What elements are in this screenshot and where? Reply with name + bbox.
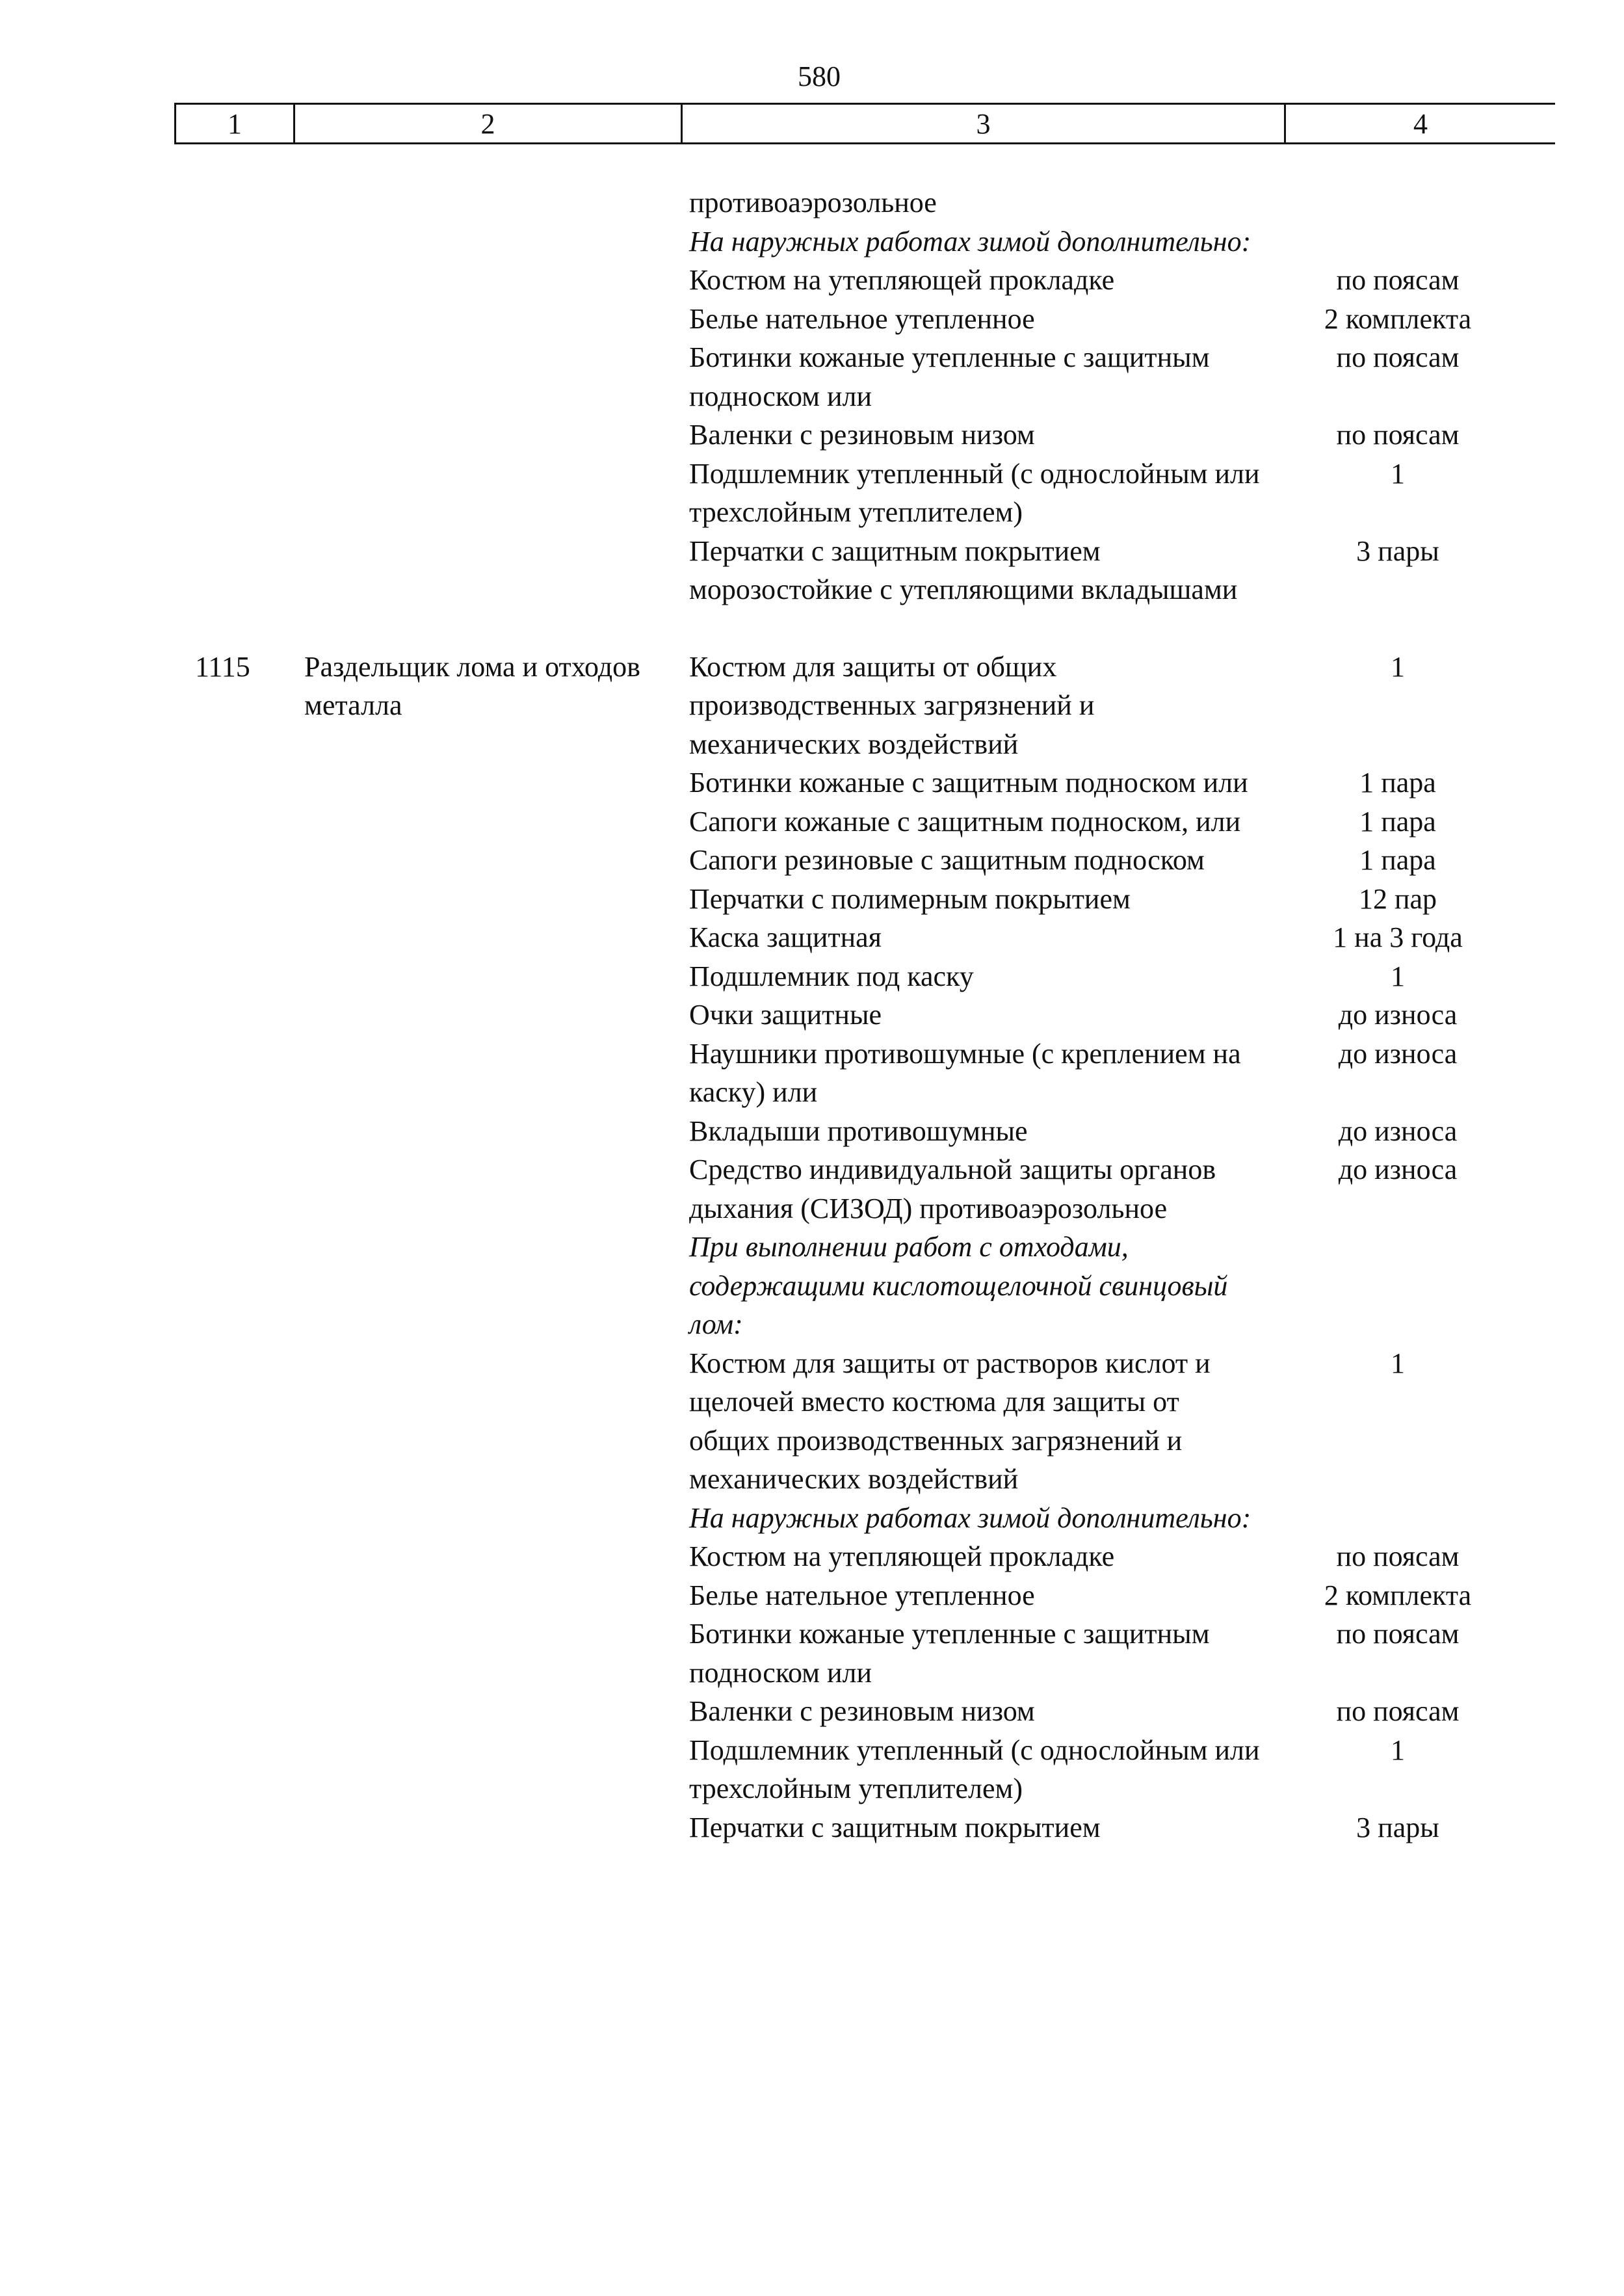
item-quantity: по поясам (1336, 1540, 1460, 1572)
table-row (0, 455, 1624, 532)
item-quantity: 12 пар (1358, 882, 1437, 915)
table-row (0, 996, 1624, 1035)
continuation-section (0, 183, 1624, 609)
item-name: Валенки с резиновым низом (689, 1695, 1035, 1727)
table-row (0, 1228, 1624, 1344)
item-quantity: по поясам (1336, 341, 1460, 373)
item-name: Костюм для защиты от общих производственных загрязнений и механических воздействий (689, 650, 1095, 760)
table-row (0, 222, 1624, 261)
entry-items (0, 648, 1624, 1847)
entry-1115 (0, 648, 1624, 1847)
item-name: Костюм на утепляющей прокладке (689, 264, 1115, 296)
table-row (0, 338, 1624, 416)
item-quantity: по поясам (1336, 264, 1460, 296)
table-row (0, 918, 1624, 957)
item-quantity: 1 (1391, 1347, 1405, 1379)
item-quantity: до износа (1338, 1115, 1458, 1147)
section-gap (0, 609, 1624, 648)
item-name: Перчатки с защитным покрытием морозостойкие с утепляющими вкладышами (689, 534, 1238, 605)
item-name: Наушники противошумные (с креплением на каску) или (689, 1037, 1241, 1108)
table-row (0, 300, 1624, 339)
column-header-3: 3 (682, 104, 1285, 144)
table-row (0, 183, 1624, 222)
table-row (0, 1615, 1624, 1692)
table-row (0, 957, 1624, 996)
item-name: Перчатки с полимерным покрытием (689, 882, 1131, 915)
item-quantity: до износа (1338, 1154, 1458, 1185)
item-name: Перчатки с защитным покрытием (689, 1811, 1101, 1843)
table-row (0, 532, 1624, 609)
table-row (0, 1499, 1624, 1538)
table-row (0, 1150, 1624, 1228)
item-quantity: 3 пары (1356, 1811, 1439, 1843)
item-name: Подшлемник утепленный (с однослойным или трехслойным утеплителем) (689, 457, 1260, 528)
table-row (0, 1344, 1624, 1499)
table-row (0, 880, 1624, 919)
item-quantity: 1 пара (1359, 805, 1436, 838)
table-row (0, 763, 1624, 802)
item-name: Ботинки кожаные утепленные с защитным подноском или (689, 341, 1210, 412)
item-name: Ботинки кожаные утепленные с защитным подноском или (689, 1618, 1210, 1689)
column-header-1: 1 (176, 104, 295, 144)
table-row (0, 648, 1624, 764)
item-name: Подшлемник под каску (689, 960, 974, 992)
item-quantity: по поясам (1336, 1695, 1460, 1727)
column-header-2: 2 (295, 104, 682, 144)
item-quantity: по поясам (1336, 419, 1460, 451)
item-quantity: 1 (1391, 650, 1405, 683)
item-quantity: до износа (1338, 1037, 1458, 1070)
item-name: Каска защитная (689, 921, 882, 953)
item-name: Вкладыши противошумные (689, 1115, 1028, 1147)
table-row (0, 1692, 1624, 1731)
item-quantity: 2 комплекта (1324, 302, 1472, 335)
item-quantity: 2 комплекта (1324, 1579, 1472, 1611)
item-quantity: до износа (1338, 999, 1458, 1031)
page-number: 580 (798, 60, 841, 92)
column-header-4: 4 (1285, 104, 1556, 144)
item-name: Средство индивидуальной защиты органов дыхания (СИЗОД) противоаэрозольное (689, 1154, 1216, 1224)
item-name: Ботинки кожаные с защитным подноском или (689, 767, 1248, 798)
item-quantity: 1 на 3 года (1333, 921, 1463, 953)
item-quantity: 1 (1391, 457, 1405, 490)
item-name: Сапоги кожаные с защитным подноском, или (689, 805, 1241, 838)
item-name: противоаэрозольное (689, 187, 937, 218)
table-row (0, 1808, 1624, 1847)
item-quantity: 1 пара (1359, 767, 1436, 798)
section-note: На наружных работах зимой дополнительно: (689, 225, 1251, 257)
item-quantity: 1 (1391, 960, 1405, 992)
entry-occupation: Раздельщик лома и отходов металла (304, 650, 640, 721)
item-quantity: 3 пары (1356, 534, 1439, 567)
item-quantity: по поясам (1336, 1618, 1460, 1650)
item-name: Подшлемник утепленный (с однослойным или трехслойным утеплителем) (689, 1734, 1260, 1804)
table-row (0, 841, 1624, 880)
item-name: Валенки с резиновым низом (689, 419, 1035, 451)
entry-number: 1115 (195, 650, 250, 683)
document-body (0, 183, 1624, 1847)
item-name: Сапоги резиновые с защитным подноском (689, 844, 1205, 876)
section-note: При выполнении работ с отходами, содержащими кислотощелочной свинцовый лом: (689, 1231, 1228, 1340)
table-row (0, 1035, 1624, 1112)
item-name: Костюм для защиты от растворов кислот и щелочей вместо костюма для защиты от общих производственных загрязнений и механических воздействий (689, 1347, 1211, 1495)
item-name: Костюм на утепляющей прокладке (689, 1540, 1115, 1572)
item-quantity: 1 (1391, 1734, 1405, 1766)
item-name: Белье нательное утепленное (689, 302, 1035, 335)
table-row (0, 416, 1624, 455)
item-name: Очки защитные (689, 999, 882, 1031)
column-header-table (174, 103, 1555, 144)
table-row (0, 802, 1624, 841)
table-row (0, 1731, 1624, 1808)
table-row (0, 261, 1624, 300)
item-name: Белье нательное утепленное (689, 1579, 1035, 1611)
section-note: На наружных работах зимой дополнительно: (689, 1501, 1251, 1534)
table-row (0, 1112, 1624, 1151)
table-row (0, 1576, 1624, 1615)
table-row (0, 1537, 1624, 1576)
item-quantity: 1 пара (1359, 844, 1436, 876)
